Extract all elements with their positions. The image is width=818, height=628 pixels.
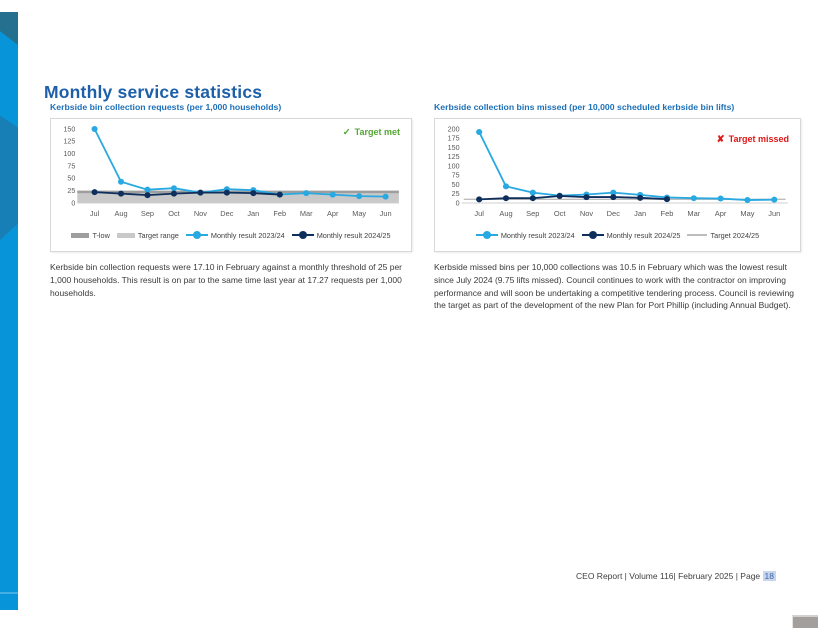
svg-text:May: May — [352, 209, 367, 218]
legend-item — [687, 231, 759, 240]
svg-text:Feb: Feb — [273, 209, 287, 218]
svg-text:Nov: Nov — [579, 209, 594, 218]
cross-icon: ✘ — [716, 134, 725, 145]
svg-text:25: 25 — [67, 188, 76, 196]
legend-label: Monthly result 2024/25 — [316, 230, 391, 240]
legend-item — [117, 231, 179, 240]
right-chart-section — [434, 102, 801, 312]
strip-teal-shape — [0, 12, 18, 45]
svg-text:Sep: Sep — [140, 209, 155, 218]
check-icon: ✓ — [342, 127, 351, 138]
svg-text:Apr: Apr — [326, 209, 339, 218]
svg-text:Jul: Jul — [474, 209, 484, 218]
legend-item — [476, 231, 575, 240]
svg-text:50: 50 — [451, 180, 460, 189]
legend-label: Monthly result 2023/24 — [500, 230, 575, 240]
svg-text:25: 25 — [451, 190, 460, 199]
legend-band-swatch — [117, 233, 135, 238]
right-chart-title: Kerbside collection bins missed (per 10,000 scheduled kerbside bin lifts) — [434, 102, 735, 112]
svg-text:Oct: Oct — [553, 209, 566, 218]
status-label: Target missed — [728, 134, 789, 144]
svg-text:Dec: Dec — [220, 209, 234, 218]
svg-text:Mar: Mar — [299, 209, 313, 218]
svg-text:Nov: Nov — [193, 209, 207, 218]
svg-text:Jan: Jan — [634, 209, 647, 218]
legend-line-marker-swatch — [186, 231, 208, 239]
legend-label: Target range — [137, 230, 179, 240]
svg-text:125: 125 — [63, 138, 76, 146]
right-chart-status-badge — [717, 134, 789, 145]
svg-text:Jan: Jan — [247, 209, 260, 218]
svg-text:150: 150 — [63, 126, 76, 134]
svg-text:Feb: Feb — [660, 209, 674, 218]
svg-text:May: May — [740, 209, 755, 218]
right-chart-commentary: Kerbside missed bins per 10,000 collections was 10.5 in February which was the lowest result since July 2024 (9.75 lifts missed). Council continues to work with the contractor on improving performance and will soon be undertaking a competitive tendering process. Council is reviewing the target as part of the development of the new Plan for Port Phillip (including Annual Budget). — [434, 262, 795, 311]
legend-line-marker-swatch — [292, 231, 314, 239]
legend-item — [582, 231, 681, 240]
page-footer — [576, 571, 776, 581]
svg-text:75: 75 — [451, 171, 460, 180]
left-chart-legend — [51, 223, 411, 247]
status-label: Target met — [354, 127, 400, 137]
legend-line-marker-swatch — [582, 231, 604, 239]
page-title: Monthly service statistics — [44, 81, 263, 102]
left-chart-status-badge — [343, 127, 400, 138]
svg-text:100: 100 — [447, 162, 460, 171]
legend-label: Target 2024/25 — [710, 230, 760, 240]
strip-divider-line — [0, 592, 18, 594]
footer-page-number: 18 — [764, 571, 774, 581]
legend-item — [292, 231, 391, 240]
svg-text:50: 50 — [67, 175, 76, 183]
left-chart-title: Kerbside bin collection requests (per 1,000 households) — [50, 102, 282, 112]
legend-item — [186, 231, 285, 240]
svg-text:Oct: Oct — [168, 209, 180, 218]
legend-label: Monthly result 2023/24 — [210, 230, 285, 240]
legend-line-marker-swatch — [476, 231, 498, 239]
legend-label: Monthly result 2024/25 — [606, 230, 681, 240]
svg-text:Sep: Sep — [526, 209, 540, 218]
svg-text:Jun: Jun — [768, 209, 781, 218]
svg-text:Jul: Jul — [89, 209, 100, 218]
svg-text:Dec: Dec — [606, 209, 620, 218]
legend-item — [71, 231, 109, 240]
legend-line-swatch — [687, 234, 707, 236]
scrollbar-corner — [792, 615, 818, 628]
left-chart-section — [50, 102, 412, 299]
svg-text:100: 100 — [63, 151, 76, 159]
svg-text:175: 175 — [447, 134, 460, 143]
svg-text:0: 0 — [455, 199, 460, 208]
svg-text:Apr: Apr — [714, 209, 727, 218]
left-chart-card — [50, 118, 412, 252]
svg-text:75: 75 — [67, 163, 76, 171]
legend-label: T-low — [92, 230, 110, 240]
right-chart-card — [434, 118, 801, 252]
svg-text:200: 200 — [447, 125, 460, 134]
strip-mid-shape — [0, 103, 18, 240]
svg-text:Jun: Jun — [379, 209, 392, 218]
svg-text:Aug: Aug — [114, 209, 128, 218]
footer-text: CEO Report | Volume 116| February 2025 | Page — [576, 571, 763, 581]
left-chart-commentary: Kerbside bin collection requests were 17.10 in February against a monthly threshold of 25 per 1,000 households. This result is on par to the same time last year at 17.27 requests per 1,000 households. — [50, 262, 403, 298]
left-accent-strip — [0, 12, 18, 610]
right-chart-legend — [435, 223, 800, 247]
svg-text:150: 150 — [447, 143, 460, 152]
svg-text:125: 125 — [447, 153, 460, 162]
svg-text:Mar: Mar — [687, 209, 701, 218]
legend-band-swatch — [71, 233, 89, 238]
svg-text:Aug: Aug — [499, 209, 513, 218]
svg-text:0: 0 — [71, 200, 76, 208]
